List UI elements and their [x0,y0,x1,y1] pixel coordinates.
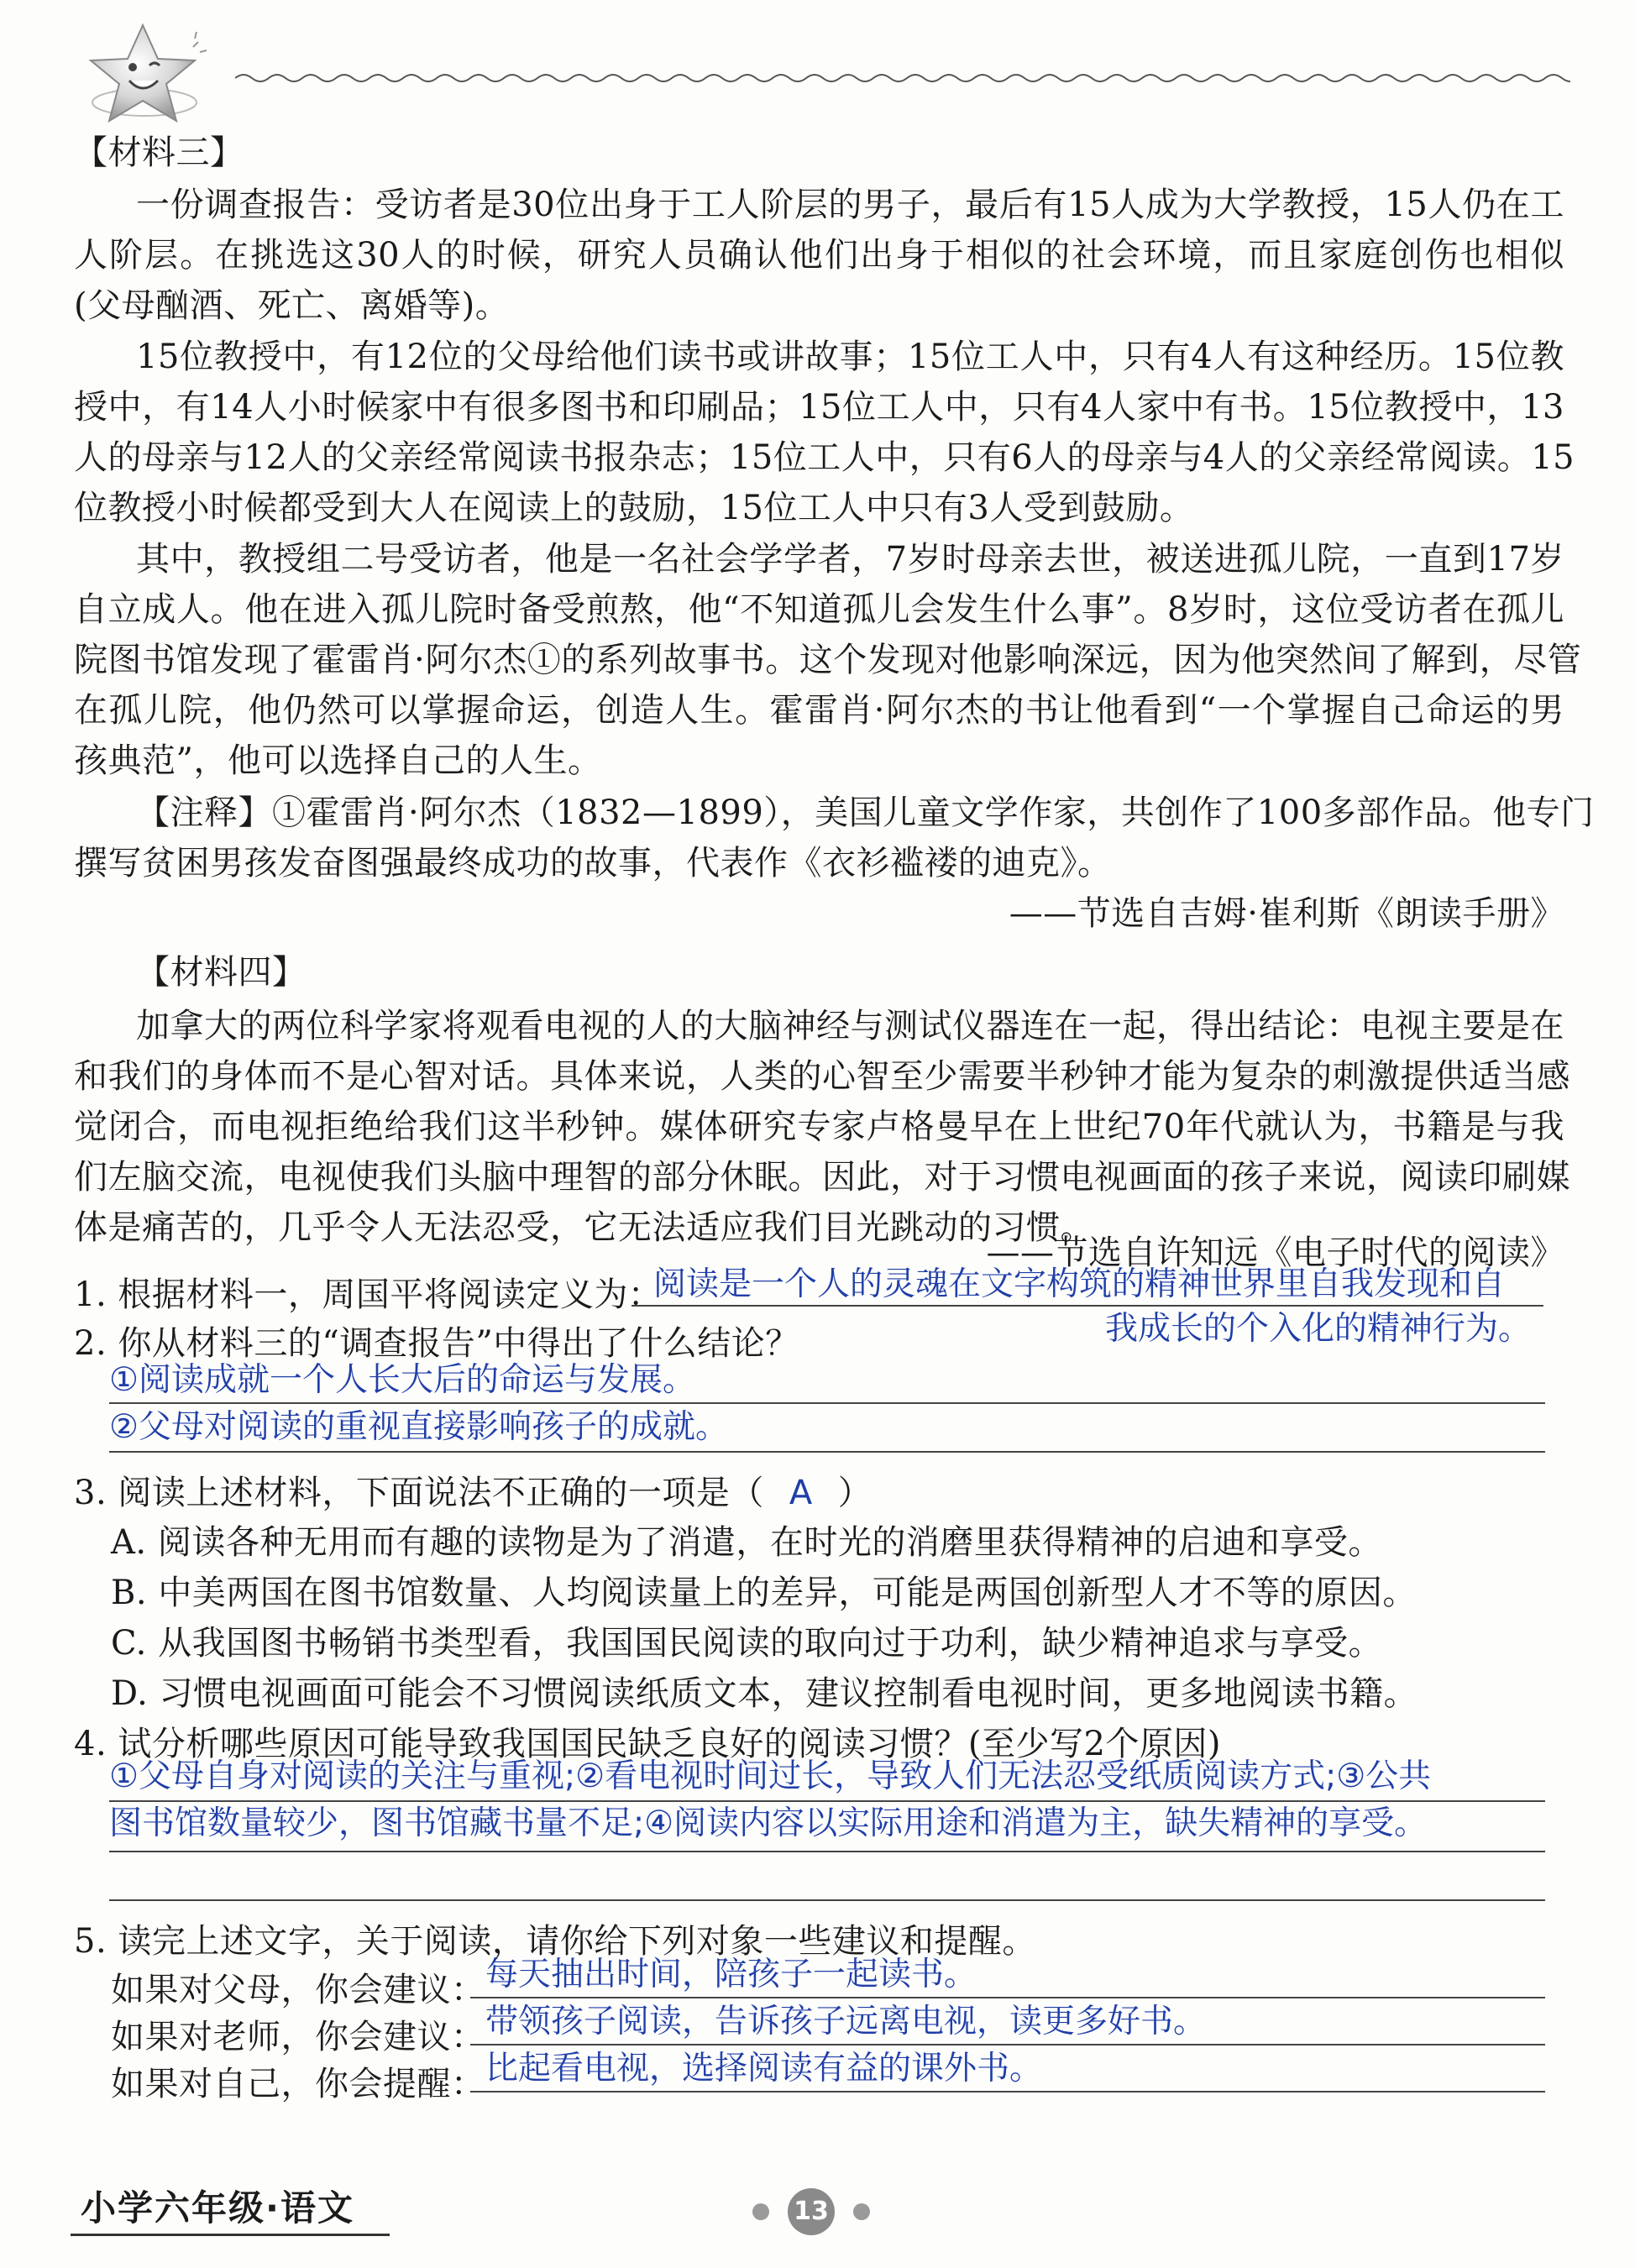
material4-para1-line4: 们左脑交流，电视使我们头脑中理智的部分休眠。因此，对于习惯电视画面的孩子来说，阅读印刷媒 [74,1158,1570,1197]
book-title: 小学六年级·语文 [81,2187,354,2229]
q5-item-self-label: 如果对自己，你会提醒： [111,2065,485,2103]
q3-option-a: A. 阅读各种无用而有趣的读物是为了消遣，在时光的消磨里获得精神的启迪和享受。 [111,1523,1382,1562]
material3-para1-line3: (父母酗酒、死亡、离婚等)。 [74,286,510,325]
q1-answer-line1: 阅读是一个人的灵魂在文字构筑的精神世界里自我发现和自 [653,1265,1506,1303]
material4-source: ——节选自许知远《电子时代的阅读》 [986,1234,1564,1272]
material3-source: ——节选自吉姆·崔利斯《朗读手册》 [1009,894,1564,933]
material3-note-line2: 撰写贫困男孩发奋图强最终成功的故事，代表作《衣衫褴褛的迪克》。 [74,844,1112,883]
material3-para3-line2: 自立成人。他在进入孤儿院时备受煎熬，他“不知道孤儿会发生什么事”。8岁时，这位受访者在孤儿 [74,590,1564,629]
q4-answer-rule2 [109,1851,1545,1852]
material3-note-line1: 【注释】①霍雷肖·阿尔杰（1832—1899），美国儿童文学作家，共创作了100多部作品。他专门 [136,794,1595,832]
material4-para1-line2: 和我们的身体而不是心智对话。具体来说，人类的心智至少需要半秒钟才能为复杂的刺激提供适当感 [74,1057,1570,1096]
material4-para1-line1: 加拿大的两位科学家将观看电视的人的大脑神经与测试仪器连在一起，得出结论：电视主要是在 [136,1007,1564,1045]
material3-para3-line1: 其中，教授组二号受访者，他是一名社会学学者，7岁时母亲去世，被送进孤儿院，一直到17岁 [136,540,1564,579]
q2-answer-line1: ①阅读成就一个人长大后的命运与发展。 [109,1361,695,1399]
q5-item-parents-answer: 每天抽出时间，陪孩子一起读书。 [485,1956,977,1993]
q3-option-b: B. 中美两国在图书馆数量、人均阅读量上的差异，可能是两国创新型人才不等的原因。 [111,1574,1417,1612]
material3-para2-line3: 人的母亲与12人的父亲经常阅读书报杂志；15位工人中，只有6人的母亲与4人的父亲经常阅读。15 [74,438,1575,477]
q5-prompt: 5. 读完上述文字，关于阅读，请你给下列对象一些建议和提醒。 [74,1922,1036,1961]
header-wave-divider [235,65,1570,91]
q4-answer-line2: 图书馆数量较少，图书馆藏书量不足;④阅读内容以实际用途和消遣为主，缺失精神的享受。 [109,1804,1428,1842]
q3-option-c: C. 从我国图书畅销书类型看，我国国民阅读的取向过于功利，缺少精神追求与享受。 [111,1624,1383,1663]
q5-item-parents-label: 如果对父母，你会建议： [111,1971,485,2009]
q1-answer-line2: 我成长的个入化的精神行为。 [1105,1310,1532,1348]
footer-rule [71,2234,390,2236]
page-number: 13 [788,2188,835,2235]
q3-prompt [74,1468,1564,1518]
material3-para1-line2: 人阶层。在挑选这30人的时候，研究人员确认他们出身于相似的社会环境，而且家庭创伤也相似 [74,236,1564,275]
q3-answer: A [789,1474,813,1512]
q4-answer-line1: ①父母自身对阅读的关注与重视;②看电视时间过长，导致人们无法忍受纸质阅读方式;③公共 [109,1757,1432,1795]
q4-prompt: 4. 试分析哪些原因可能导致我国国民缺乏良好的阅读习惯？(至少写2个原因) [74,1725,1222,1763]
material4-para1-line5: 体是痛苦的，几乎令人无法忍受，它无法适应我们目光跳动的习惯。 [74,1208,1094,1247]
q2-prompt: 2. 你从材料三的“调查报告”中得出了什么结论？ [74,1324,799,1363]
q5-item-teachers-label: 如果对老师，你会建议： [111,2018,485,2056]
material3-para2-line2: 授中，有14人小时候家中有很多图书和印刷品；15位工人中，只有4人家中有书。15位教授中，13 [74,388,1564,427]
q5-item-self-answer: 比起看电视，选择阅读有益的课外书。 [485,2050,1043,2087]
material3-title: 【材料三】 [74,134,244,172]
dot-icon [853,2203,870,2220]
material3-para1-line1: 一份调查报告：受访者是30位出身于工人阶层的男子，最后有15人成为大学教授，15人仍在工 [136,186,1564,224]
q2-answer-rule2 [109,1451,1545,1453]
q1-prompt: 1. 根据材料一，周国平将阅读定义为： [74,1275,663,1314]
q5-item-self-rule [470,2091,1545,2093]
q2-answer-line2: ②父母对阅读的重视直接影响孩子的成就。 [109,1408,728,1446]
material4-title: 【材料四】 [136,953,307,992]
q3-prompt-text: 3. 阅读上述材料，下面说法不正确的一项是（ [74,1474,764,1512]
material3-para3-line5: 孩典范”，他可以选择自己的人生。 [74,741,602,780]
smiling-star-icon [77,18,220,136]
material3-para3-line3: 院图书馆发现了霍雷肖·阿尔杰①的系列故事书。这个发现对他影响深远，因为他突然间了解到，尽管 [74,641,1582,679]
q3-option-d: D. 习惯电视画面可能会不习惯阅读纸质文本，建议控制看电视时间，更多地阅读书籍。 [111,1674,1418,1713]
material3-para3-line4: 在孤儿院，他仍然可以掌握命运，创造人生。霍雷肖·阿尔杰的书让他看到“一个掌握自己命运的男 [74,691,1564,730]
q4-answer-rule3 [109,1899,1545,1901]
material4-para1-line3: 觉闭合，而电视拒绝给我们这半秒钟。媒体研究专家卢格曼早在上世纪70年代就认为，书籍是与我 [74,1108,1564,1146]
material3-para2-line4: 位教授小时候都受到大人在阅读上的鼓励，15位工人中只有3人受到鼓励。 [74,489,1194,527]
material3-para2-line1: 15位教授中，有12位的父母给他们读书或讲故事；15位工人中，只有4人有这种经历。15位教 [136,338,1564,376]
q3-prompt-close: ） [837,1474,873,1512]
page-number-badge [744,2188,878,2235]
dot-icon [752,2203,769,2220]
q5-item-teachers-answer: 带领孩子阅读，告诉孩子远离电视，读更多好书。 [485,2003,1207,2040]
